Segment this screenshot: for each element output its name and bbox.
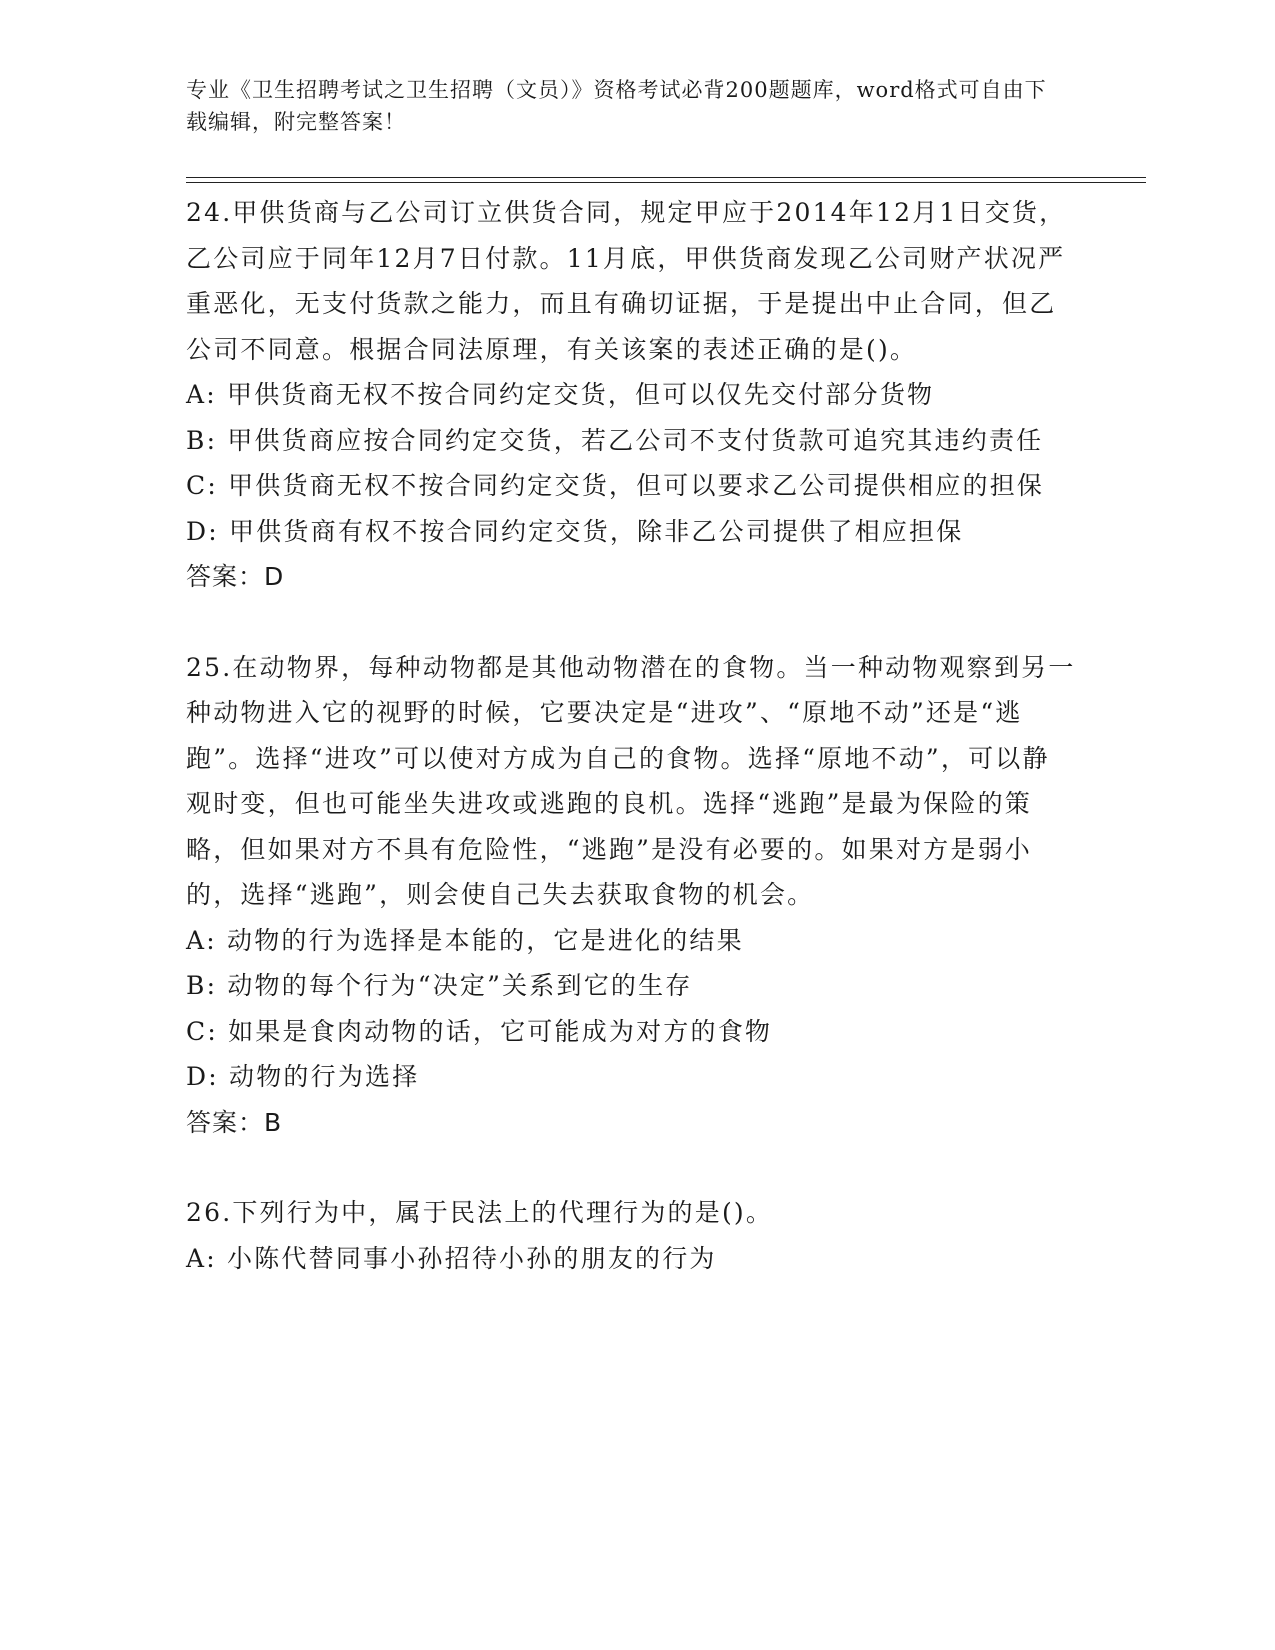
option-d: D: 甲供货商有权不按合同约定交货，除非乙公司提供了相应担保 bbox=[186, 516, 964, 546]
question-list bbox=[186, 190, 1076, 1281]
question-text: 24.甲供货商与乙公司订立供货合同，规定甲应于2014年12月1日交货，乙公司应于同年12月7日付款。11月底，甲供货商发现乙公司财产状况严重恶化，无支付货款之能力，而且有确切证据，于是提出中止合同，但乙公司不同意。根据合同法原理，有关该案的表述正确的是()。 bbox=[186, 198, 1067, 364]
question-block bbox=[186, 190, 1076, 600]
question-block bbox=[186, 1190, 1076, 1281]
option-b: B: 动物的每个行为“决定”关系到它的生存 bbox=[186, 971, 693, 1000]
document-header bbox=[186, 74, 1066, 138]
option-a: A: 甲供货商无权不按合同约定交货，但可以仅先交付部分货物 bbox=[186, 380, 935, 409]
header-divider-bottom bbox=[186, 182, 1146, 183]
question-text: 25.在动物界，每种动物都是其他动物潜在的食物。当一种动物观察到另一种动物进入它的视野的时候，它要决定是“进攻”、“原地不动”还是“逃跑”。选择“进攻”可以使对方成为自己的食物。选择“原地不动”，可以静观时变，但也可能坐失进攻或逃跑的良机。选择“逃跑”是最为保险的策略，但如果对方不具有危险性，“逃跑”是没有必要的。如果对方是弱小的，选择“逃跑”，则会使自己失去获取食物的机会。 bbox=[186, 652, 1076, 909]
question-spacer bbox=[186, 600, 1076, 645]
question-block bbox=[186, 645, 1076, 1146]
option-d: D: 动物的行为选择 bbox=[186, 1062, 420, 1091]
option-a: A: 动物的行为选择是本能的，它是进化的结果 bbox=[186, 925, 744, 955]
header-divider-top bbox=[186, 177, 1146, 178]
option-b: B: 甲供货商应按合同约定交货，若乙公司不支付货款可追究其违约责任 bbox=[186, 425, 1044, 455]
answer-text: 答案：D bbox=[186, 562, 285, 591]
document-title: 专业《卫生招聘考试之卫生招聘（文员）》资格考试必背200题题库，word格式可自由下载编辑，附完整答案！ bbox=[186, 78, 1047, 134]
answer-text: 答案：B bbox=[186, 1107, 283, 1137]
option-c: C: 甲供货商无权不按合同约定交货，但可以要求乙公司提供相应的担保 bbox=[186, 471, 1045, 500]
option-a: A: 小陈代替同事小孙招待小孙的朋友的行为 bbox=[186, 1243, 717, 1273]
question-spacer bbox=[186, 1145, 1076, 1190]
question-text: 26.下列行为中，属于民法上的代理行为的是()。 bbox=[186, 1198, 774, 1227]
option-c: C: 如果是食肉动物的话，它可能成为对方的食物 bbox=[186, 1016, 773, 1046]
